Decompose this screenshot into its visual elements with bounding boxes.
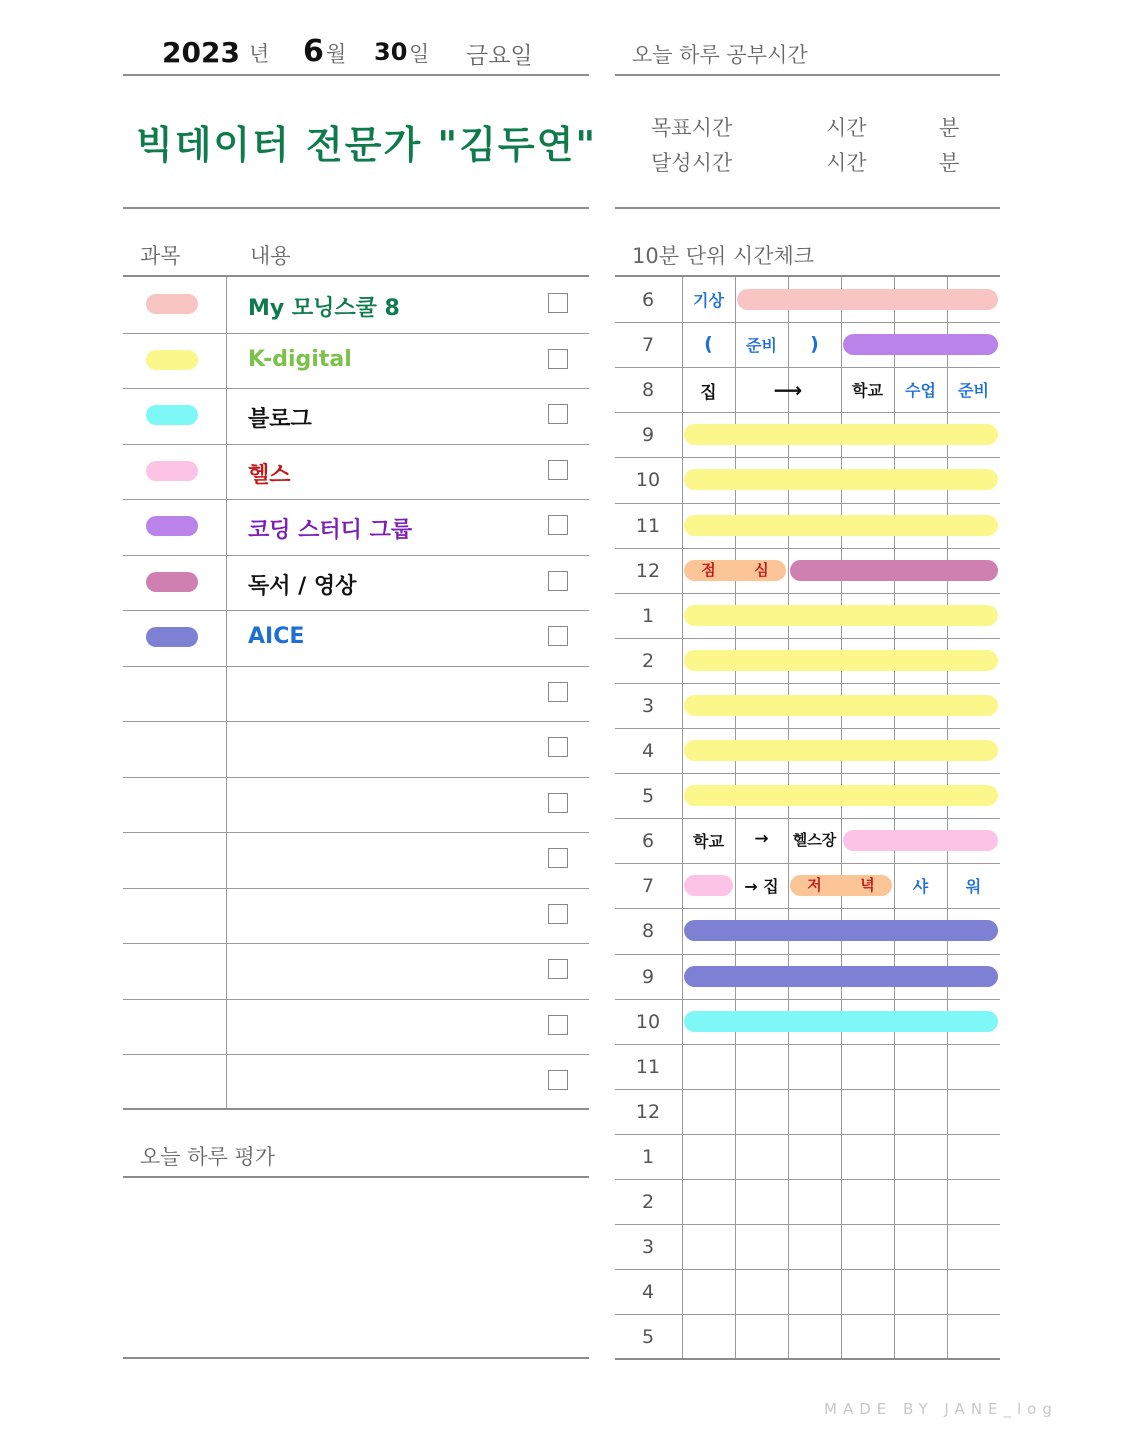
time-block	[684, 469, 998, 490]
time-note: 저	[807, 876, 822, 895]
time-block	[790, 560, 998, 581]
time-note: 워	[965, 877, 982, 897]
task-checkbox[interactable]	[548, 737, 568, 757]
time-block	[684, 920, 998, 941]
task-row	[123, 943, 589, 999]
hour-label: 4	[641, 740, 655, 762]
task-checkbox[interactable]	[548, 793, 568, 813]
hour-label: 5	[641, 1326, 655, 1349]
date-month: 6	[303, 34, 324, 69]
subject-column-header: 과목	[140, 244, 181, 268]
subject-color-swatch	[146, 405, 198, 425]
hour-label: 8	[641, 920, 655, 943]
hour-label: 10	[635, 469, 661, 492]
hour-label: 11	[635, 514, 661, 537]
task-checkbox[interactable]	[548, 848, 568, 868]
subject-color-swatch	[146, 350, 198, 370]
task-content: My 모닝스쿨 8	[248, 296, 400, 321]
task-checkbox[interactable]	[548, 571, 568, 591]
hour-label: 7	[641, 875, 655, 898]
hour-label: 9	[641, 424, 655, 447]
task-row	[123, 888, 589, 944]
task-checkbox[interactable]	[548, 904, 568, 924]
task-row	[123, 999, 589, 1055]
task-row	[123, 666, 589, 722]
achieved-minute-unit: 분	[939, 151, 960, 175]
task-row	[123, 832, 589, 888]
task-content: 독서 / 영상	[248, 573, 357, 599]
subject-color-swatch	[146, 516, 198, 536]
subject-color-swatch	[146, 461, 198, 481]
hour-label: 1	[641, 604, 655, 627]
task-content: 헬스	[248, 462, 291, 488]
task-checkbox[interactable]	[548, 515, 568, 535]
time-note: 학교	[693, 832, 724, 852]
achieved-hour-unit: 시간	[826, 151, 867, 175]
time-block	[684, 515, 998, 536]
time-note: (	[704, 333, 713, 356]
time-block	[684, 1011, 998, 1032]
hour-label: 6	[641, 830, 655, 853]
date-year-unit: 년	[249, 42, 270, 66]
task-checkbox[interactable]	[548, 460, 568, 480]
evaluation-area[interactable]	[123, 1178, 589, 1358]
hour-label: 4	[641, 1281, 655, 1304]
task-checkbox[interactable]	[548, 1070, 568, 1090]
time-note: 준비	[958, 381, 989, 401]
date-year: 2023	[162, 36, 240, 69]
task-content: K-digital	[248, 346, 352, 372]
date-day-unit: 일	[409, 42, 430, 66]
task-checkbox[interactable]	[548, 293, 568, 313]
timecheck-label: 10분 단위 시간체크	[632, 244, 815, 268]
hour-label: 1	[641, 1145, 655, 1168]
target-hour-unit: 시간	[826, 116, 867, 140]
hour-label: 12	[635, 1100, 661, 1123]
time-note: 기상	[693, 291, 724, 310]
time-note: 수업	[905, 381, 936, 401]
hour-label: 10	[635, 1010, 661, 1033]
time-block	[684, 785, 998, 806]
task-content: 블로그	[248, 407, 312, 432]
subject-color-swatch	[146, 294, 198, 314]
time-note: 집	[700, 383, 717, 404]
time-block	[684, 966, 998, 987]
time-block	[843, 830, 998, 851]
study-time-label: 오늘 하루 공부시간	[632, 43, 808, 67]
time-note: 점	[701, 560, 716, 579]
time-note: )	[810, 333, 819, 356]
task-checkbox[interactable]	[548, 349, 568, 369]
time-note: 준비	[746, 336, 777, 356]
time-note: 학교	[852, 381, 883, 401]
hour-label: 9	[641, 965, 655, 988]
time-block	[737, 289, 998, 310]
hour-label: 2	[641, 1191, 655, 1213]
task-checkbox[interactable]	[548, 682, 568, 702]
time-block	[684, 650, 998, 671]
task-row	[123, 777, 589, 833]
task-content: AICE	[248, 624, 305, 649]
time-block	[684, 605, 998, 626]
date-weekday: 금요일	[466, 43, 533, 69]
task-row	[123, 1054, 589, 1110]
time-block	[684, 740, 998, 761]
time-block	[684, 424, 998, 445]
hour-label: 5	[641, 785, 655, 808]
hour-label: 8	[641, 379, 655, 402]
hour-label: 3	[641, 694, 655, 717]
date-month-unit: 월	[326, 42, 347, 66]
task-content: 코딩 스터디 그룹	[248, 518, 413, 543]
subject-color-swatch	[146, 572, 198, 592]
subject-color-swatch	[146, 627, 198, 647]
task-checkbox[interactable]	[548, 626, 568, 646]
evaluation-label: 오늘 하루 평가	[140, 1145, 276, 1169]
target-time-label: 목표시간	[651, 116, 733, 140]
time-note: 헬스장	[792, 831, 837, 850]
task-checkbox[interactable]	[548, 1015, 568, 1035]
hour-label: 7	[641, 334, 655, 357]
footer-credit: MADE BY JANE_log	[824, 1400, 1058, 1418]
hour-label: 12	[635, 559, 661, 582]
time-note: → 집	[744, 877, 779, 897]
hour-label: 3	[641, 1236, 655, 1259]
time-note: ⟶	[773, 378, 803, 403]
page-title: 빅데이터 전문가 "김두연"	[136, 123, 598, 167]
date-day: 30	[374, 38, 408, 66]
time-block	[684, 695, 998, 716]
hour-label: 11	[635, 1055, 661, 1078]
content-column-header: 내용	[250, 244, 291, 268]
time-block	[843, 334, 998, 355]
time-block	[684, 875, 733, 896]
achieved-time-label: 달성시간	[651, 151, 733, 175]
task-row	[123, 721, 589, 777]
time-note: 심	[754, 560, 769, 579]
hour-label: 6	[641, 289, 655, 311]
task-checkbox[interactable]	[548, 404, 568, 424]
time-note: 샤	[912, 877, 929, 897]
target-minute-unit: 분	[939, 116, 960, 140]
hour-label: 2	[641, 649, 655, 672]
time-note: 녁	[860, 876, 875, 895]
time-note: →	[754, 829, 769, 850]
task-checkbox[interactable]	[548, 959, 568, 979]
